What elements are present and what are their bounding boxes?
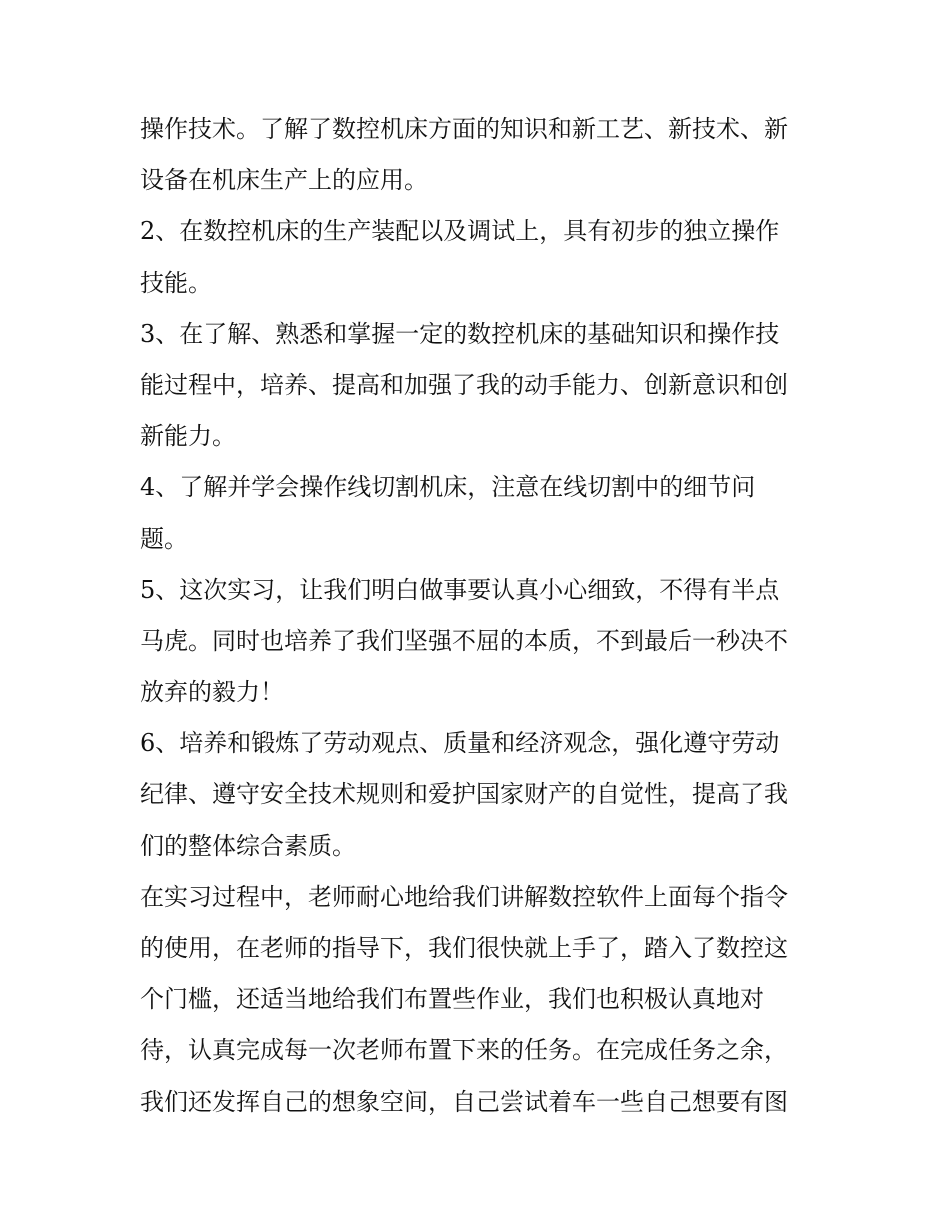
text-line: 题。 <box>140 524 188 553</box>
text-line: 2、在数控机床的生产装配以及调试上，具有初步的独立操作 <box>140 217 780 246</box>
text-line: 们的整体综合素质。 <box>140 831 356 860</box>
text-line: 4、了解并学会操作线切割机床，注意在线切割中的细节问 <box>140 473 756 502</box>
text-line: 的使用，在老师的指导下，我们很快就上手了，踏入了数控这 <box>140 934 788 962</box>
text-line: 在实习过程中，老师耐心地给我们讲解数控软件上面每个指令 <box>140 882 788 911</box>
text-line: 3、在了解、熟悉和掌握一定的数控机床的基础知识和操作技 <box>140 319 780 348</box>
text-line: 技能。 <box>140 268 212 297</box>
text-line: 6、培养和锻炼了劳动观点、质量和经济观念，强化遵守劳动 <box>140 729 780 758</box>
text-line: 设备在机床生产上的应用。 <box>140 166 428 195</box>
text-line: 待，认真完成每一次老师布置下来的任务。在完成任务之余， <box>140 1036 788 1065</box>
text-line: 我们还发挥自己的想象空间，自己尝试着车一些自己想要有图 <box>140 1087 788 1116</box>
text-line: 放弃的毅力！ <box>140 678 284 707</box>
text-line: 能过程中，培养、提高和加强了我的动手能力、创新意识和创 <box>140 370 788 399</box>
text-line: 操作技术。了解了数控机床方面的知识和新工艺、新技术、新 <box>140 115 788 143</box>
text-line: 纪律、遵守安全技术规则和爱护国家财产的自觉性，提高了我 <box>140 780 788 809</box>
body-text <box>140 104 820 1128</box>
text-line: 马虎。同时也培养了我们坚强不屈的本质，不到最后一秒决不 <box>140 626 788 655</box>
text-line: 新能力。 <box>140 422 236 451</box>
text-line: 个门槛，还适当地给我们布置些作业，我们也积极认真地对 <box>140 985 764 1014</box>
text-line: 5、这次实习，让我们明白做事要认真小心细致，不得有半点 <box>140 575 780 604</box>
